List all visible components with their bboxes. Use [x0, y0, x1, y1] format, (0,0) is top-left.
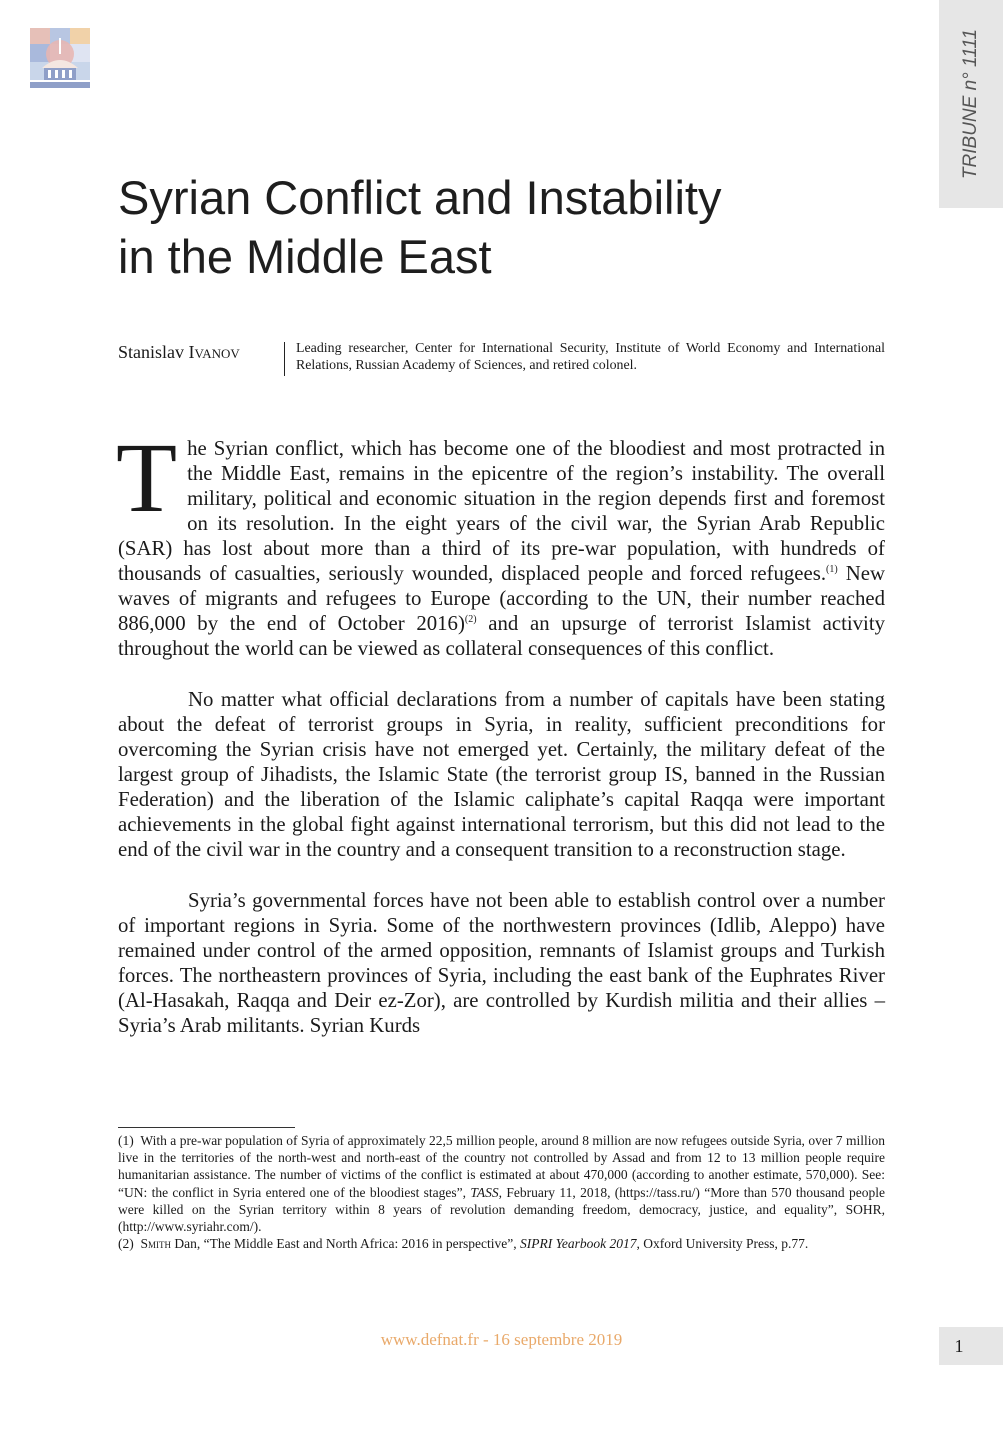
footer-site-date[interactable]: www.defnat.fr - 16 septembre 2019	[380, 1330, 623, 1349]
paragraph-3: Syria’s governmental forces have not been able to establish control over a number of important regions in Syria. Some of the northwestern provinces (Idlib, Aleppo) have remained under control of the armed opposition, remnants of Islamist groups and Turkish forces. The northeastern provinces of Syria, including the east bank of the Euphrates River (Al-Hasakah, Raqqa and Deir ez-Zor), are controlled by Kurdish militia and their allies – Syria’s Arab militants. Syrian Kurds	[118, 889, 885, 1037]
paragraph-2: No matter what official declarations from a number of capitals have been stating about the defeat of terrorist groups in Syria, in reality, sufficient preconditions for overcoming the Syrian crisis have not emerged yet. Certainly, the military defeat of the largest group of Jihadists, the Islamic State (the terrorist group IS, banned in the Russian Federation) and the liberation of the Islamic caliphate’s capital Raqqa were important achievements in the global fight against international terrorism, but this did not lead to the end of the civil war in the country and a consequent transition to a reconstruction stage.	[118, 688, 885, 861]
page-number: 1	[954, 1336, 964, 1356]
paragraph-1	[116, 422, 886, 661]
series-tab-label: TRIBUNE n° 1111	[960, 28, 981, 180]
author-last-name: Ivanov	[188, 342, 240, 362]
page-number-box	[939, 1327, 1003, 1365]
title-line-1: Syrian Conflict and Instability	[118, 171, 722, 224]
footnote-2-text-a: Dan, “The Middle East and North Africa: 2016 in perspective”,	[171, 1236, 521, 1252]
article-body	[116, 422, 886, 1064]
footnote-ref-2[interactable]: (2)	[464, 614, 477, 625]
author-name	[118, 341, 278, 363]
footnote-1	[118, 1132, 885, 1235]
footnotes	[118, 1132, 885, 1252]
author-affiliation: Leading researcher, Center for International Security, Institute of World Economy and International Relations, Russian Academy of Sciences, and retired colonel.	[296, 341, 885, 373]
footnote-1-text-a: With a pre-war population of Syria of approximately 22,5 million people, around 8 million are now refugees outside Syria, over 7 million live in the territories of the north-west and north-east of the country not controlled by Assad and from 12 to 13 million people require humanitarian assistance. The number of victims of the conflict is estimated at about 470,000 (according to another estimate, 570,000). See: “UN: the conflict in Syria entered one of the bloodiest stages”,	[118, 1133, 885, 1200]
footnote-1-text-b: , February 11, 2018, (https://tass.ru/) “More than 570 thousand people were killed on the Syrian territory within 8 years of revolution demanding freedom, democracy, justice, and equality”, SOHR, (http://www.syriahr.com/).	[118, 1184, 885, 1235]
footnote-1-number: (1)	[118, 1133, 134, 1148]
series-tab	[939, 0, 1003, 208]
footnote-2	[118, 1235, 885, 1252]
paragraph-1-text-a: he Syrian conflict, which has become one of the bloodiest and most protracted in the Middle East, remains in the epicentre of the region’s instability. The overall military, political and economic situation in the region depends first and foremost on its resolution. In the eight years of the civil war, the Syrian Arab Republic (SAR) has lost about more than a third of its pre-war population, with hundreds of thousands of casualties, seriously wounded, displaced people and forced refugees.	[118, 437, 885, 585]
paragraph-1-text-c: and an upsurge of terrorist Islamist activity throughout the world can be viewed as collateral consequences of this conflict.	[118, 612, 886, 660]
author-divider	[284, 342, 285, 376]
page-title	[118, 168, 878, 286]
footnote-ref-1[interactable]: (1)	[826, 564, 838, 575]
footnote-2-source: SIPRI Yearbook 2017	[520, 1236, 637, 1252]
ihedn-logo-icon	[30, 28, 90, 88]
footnote-1-source: TASS	[470, 1184, 499, 1200]
footnote-2-author: Smith	[140, 1236, 172, 1252]
footnote-2-number: (2)	[118, 1236, 134, 1252]
footnote-2-text-b: , Oxford University Press, p.77.	[636, 1236, 809, 1252]
title-line-2: in the Middle East	[118, 230, 492, 283]
paragraph-1-text-b: New waves of migrants and refugees to Europe (according to the UN, their number reached 886,000 by the end of October 2016)	[118, 562, 886, 635]
author-first-name: Stanislav	[118, 342, 184, 362]
drop-cap: T	[116, 422, 178, 533]
footnote-divider	[118, 1127, 295, 1128]
